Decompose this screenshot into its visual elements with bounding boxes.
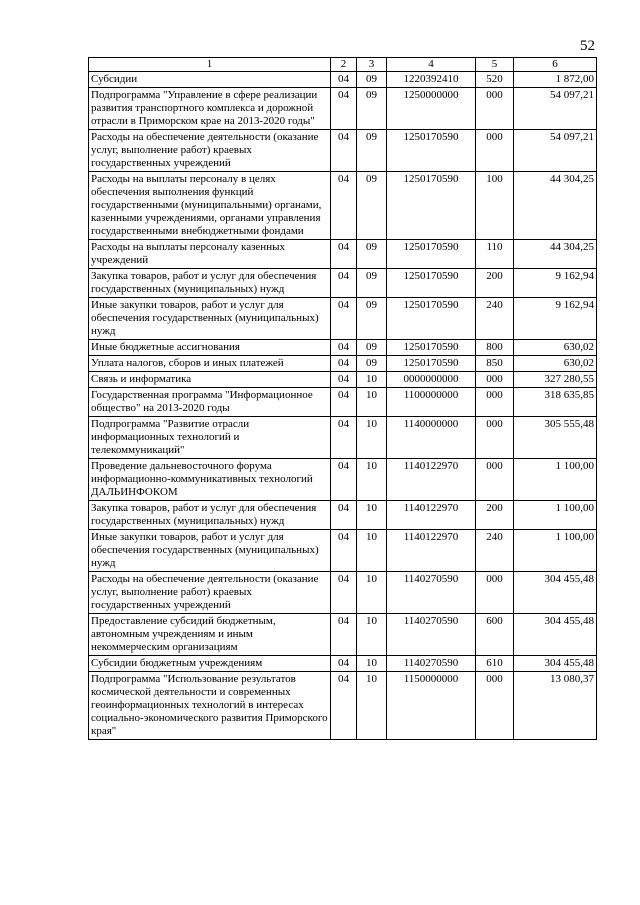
row-section: 04 bbox=[331, 130, 357, 172]
table-row bbox=[89, 240, 597, 269]
row-section: 04 bbox=[331, 417, 357, 459]
row-name: Связь и информатика bbox=[89, 372, 331, 388]
row-amount: 1 100,00 bbox=[514, 530, 597, 572]
table-row bbox=[89, 530, 597, 572]
row-subsection: 10 bbox=[357, 388, 387, 417]
row-section: 04 bbox=[331, 572, 357, 614]
row-amount: 1 100,00 bbox=[514, 501, 597, 530]
row-subsection: 09 bbox=[357, 240, 387, 269]
row-name: Уплата налогов, сборов и иных платежей bbox=[89, 356, 331, 372]
table-row bbox=[89, 130, 597, 172]
row-section: 04 bbox=[331, 269, 357, 298]
table-row bbox=[89, 298, 597, 340]
row-target-code: 1250170590 bbox=[387, 269, 476, 298]
row-amount: 9 162,94 bbox=[514, 298, 597, 340]
row-subsection: 10 bbox=[357, 614, 387, 656]
row-expense-kind: 610 bbox=[476, 656, 514, 672]
table-row bbox=[89, 417, 597, 459]
row-section: 04 bbox=[331, 372, 357, 388]
row-name: Закупка товаров, работ и услуг для обеспечения государственных (муниципальных) нужд bbox=[89, 501, 331, 530]
row-subsection: 09 bbox=[357, 172, 387, 240]
row-amount: 630,02 bbox=[514, 340, 597, 356]
row-amount: 304 455,48 bbox=[514, 572, 597, 614]
row-name: Субсидии бюджетным учреждениям bbox=[89, 656, 331, 672]
table-row bbox=[89, 372, 597, 388]
row-expense-kind: 240 bbox=[476, 530, 514, 572]
row-expense-kind: 000 bbox=[476, 417, 514, 459]
table-row bbox=[89, 459, 597, 501]
row-target-code: 1220392410 bbox=[387, 72, 476, 88]
row-amount: 44 304,25 bbox=[514, 172, 597, 240]
row-name: Расходы на выплаты персоналу в целях обеспечения выполнения функций государственными (муниципальными) органами, казенными учреждениями, органами управления государственными внебюджетными фондами bbox=[89, 172, 331, 240]
row-amount: 54 097,21 bbox=[514, 130, 597, 172]
row-expense-kind: 000 bbox=[476, 130, 514, 172]
row-section: 04 bbox=[331, 459, 357, 501]
row-target-code: 1250170590 bbox=[387, 340, 476, 356]
row-name: Подпрограмма "Развитие отрасли информационных технологий и телекоммуникаций" bbox=[89, 417, 331, 459]
row-name: Расходы на выплаты персоналу казенных учреждений bbox=[89, 240, 331, 269]
row-section: 04 bbox=[331, 656, 357, 672]
row-amount: 44 304,25 bbox=[514, 240, 597, 269]
row-section: 04 bbox=[331, 240, 357, 269]
table-row bbox=[89, 672, 597, 740]
row-target-code: 1250170590 bbox=[387, 298, 476, 340]
row-amount: 1 872,00 bbox=[514, 72, 597, 88]
row-expense-kind: 000 bbox=[476, 572, 514, 614]
row-expense-kind: 100 bbox=[476, 172, 514, 240]
row-expense-kind: 000 bbox=[476, 388, 514, 417]
row-subsection: 09 bbox=[357, 356, 387, 372]
budget-table bbox=[88, 57, 597, 740]
row-subsection: 09 bbox=[357, 298, 387, 340]
row-name: Подпрограмма "Управление в сфере реализации развития транспортного комплекса и дорожной отрасли в Приморском крае на 2013-2020 годы" bbox=[89, 88, 331, 130]
row-expense-kind: 800 bbox=[476, 340, 514, 356]
table-row bbox=[89, 340, 597, 356]
row-amount: 327 280,55 bbox=[514, 372, 597, 388]
column-header-5: 5 bbox=[476, 58, 514, 72]
row-name: Расходы на обеспечение деятельности (оказание услуг, выполнение работ) краевых государственных учреждений bbox=[89, 572, 331, 614]
row-target-code: 1250170590 bbox=[387, 356, 476, 372]
column-header-2: 2 bbox=[331, 58, 357, 72]
table-row bbox=[89, 72, 597, 88]
row-section: 04 bbox=[331, 501, 357, 530]
row-name: Расходы на обеспечение деятельности (оказание услуг, выполнение работ) краевых государственных учреждений bbox=[89, 130, 331, 172]
row-target-code: 1140270590 bbox=[387, 656, 476, 672]
row-name: Предоставление субсидий бюджетным, автономным учреждениям и иным некоммерческим организациям bbox=[89, 614, 331, 656]
row-expense-kind: 000 bbox=[476, 459, 514, 501]
row-section: 04 bbox=[331, 530, 357, 572]
row-amount: 304 455,48 bbox=[514, 656, 597, 672]
row-expense-kind: 110 bbox=[476, 240, 514, 269]
row-subsection: 09 bbox=[357, 130, 387, 172]
row-expense-kind: 200 bbox=[476, 501, 514, 530]
row-target-code: 1140000000 bbox=[387, 417, 476, 459]
row-target-code: 1100000000 bbox=[387, 388, 476, 417]
row-amount: 54 097,21 bbox=[514, 88, 597, 130]
table-row bbox=[89, 172, 597, 240]
row-section: 04 bbox=[331, 340, 357, 356]
row-target-code: 1150000000 bbox=[387, 672, 476, 740]
column-header-3: 3 bbox=[357, 58, 387, 72]
row-section: 04 bbox=[331, 88, 357, 130]
table-row bbox=[89, 356, 597, 372]
row-subsection: 10 bbox=[357, 572, 387, 614]
table-row bbox=[89, 572, 597, 614]
column-header-6: 6 bbox=[514, 58, 597, 72]
row-amount: 630,02 bbox=[514, 356, 597, 372]
row-subsection: 09 bbox=[357, 88, 387, 130]
row-target-code: 1250170590 bbox=[387, 240, 476, 269]
row-section: 04 bbox=[331, 298, 357, 340]
row-name: Субсидии bbox=[89, 72, 331, 88]
row-subsection: 10 bbox=[357, 530, 387, 572]
table-row bbox=[89, 88, 597, 130]
table-row bbox=[89, 501, 597, 530]
row-target-code: 1140122970 bbox=[387, 501, 476, 530]
row-target-code: 1250170590 bbox=[387, 172, 476, 240]
row-section: 04 bbox=[331, 356, 357, 372]
row-name: Иные бюджетные ассигнования bbox=[89, 340, 331, 356]
row-section: 04 bbox=[331, 388, 357, 417]
row-subsection: 09 bbox=[357, 340, 387, 356]
row-target-code: 1250170590 bbox=[387, 130, 476, 172]
row-subsection: 10 bbox=[357, 417, 387, 459]
row-expense-kind: 850 bbox=[476, 356, 514, 372]
row-section: 04 bbox=[331, 172, 357, 240]
row-amount: 305 555,48 bbox=[514, 417, 597, 459]
row-expense-kind: 000 bbox=[476, 88, 514, 130]
table-header-row bbox=[89, 58, 597, 72]
row-subsection: 09 bbox=[357, 269, 387, 298]
row-section: 04 bbox=[331, 614, 357, 656]
row-expense-kind: 000 bbox=[476, 372, 514, 388]
row-expense-kind: 600 bbox=[476, 614, 514, 656]
row-name: Закупка товаров, работ и услуг для обеспечения государственных (муниципальных) нужд bbox=[89, 269, 331, 298]
row-name: Подпрограмма "Использование результатов космической деятельности и современных геоинформационных технологий в интересах социально-экономического развития Приморского края" bbox=[89, 672, 331, 740]
row-target-code: 0000000000 bbox=[387, 372, 476, 388]
column-header-1: 1 bbox=[89, 58, 331, 72]
row-amount: 1 100,00 bbox=[514, 459, 597, 501]
row-name: Иные закупки товаров, работ и услуг для обеспечения государственных (муниципальных) нужд bbox=[89, 298, 331, 340]
row-name: Проведение дальневосточного форума информационно-коммуникативных технологий ДАЛЬИНФОКОМ bbox=[89, 459, 331, 501]
row-subsection: 10 bbox=[357, 672, 387, 740]
row-section: 04 bbox=[331, 72, 357, 88]
row-target-code: 1140122970 bbox=[387, 459, 476, 501]
row-amount: 13 080,37 bbox=[514, 672, 597, 740]
row-subsection: 09 bbox=[357, 72, 387, 88]
row-expense-kind: 000 bbox=[476, 672, 514, 740]
page-number: 52 bbox=[580, 38, 595, 54]
column-header-4: 4 bbox=[387, 58, 476, 72]
row-name: Государственная программа "Информационное общество" на 2013-2020 годы bbox=[89, 388, 331, 417]
row-target-code: 1140270590 bbox=[387, 572, 476, 614]
row-subsection: 10 bbox=[357, 459, 387, 501]
row-expense-kind: 240 bbox=[476, 298, 514, 340]
row-amount: 9 162,94 bbox=[514, 269, 597, 298]
row-amount: 318 635,85 bbox=[514, 388, 597, 417]
row-section: 04 bbox=[331, 672, 357, 740]
table-row bbox=[89, 656, 597, 672]
row-amount: 304 455,48 bbox=[514, 614, 597, 656]
row-target-code: 1140122970 bbox=[387, 530, 476, 572]
row-expense-kind: 520 bbox=[476, 72, 514, 88]
table-row bbox=[89, 614, 597, 656]
row-target-code: 1250000000 bbox=[387, 88, 476, 130]
table-row bbox=[89, 269, 597, 298]
row-target-code: 1140270590 bbox=[387, 614, 476, 656]
row-name: Иные закупки товаров, работ и услуг для обеспечения государственных (муниципальных) нужд bbox=[89, 530, 331, 572]
row-subsection: 10 bbox=[357, 656, 387, 672]
table-row bbox=[89, 388, 597, 417]
row-subsection: 10 bbox=[357, 372, 387, 388]
row-expense-kind: 200 bbox=[476, 269, 514, 298]
row-subsection: 10 bbox=[357, 501, 387, 530]
